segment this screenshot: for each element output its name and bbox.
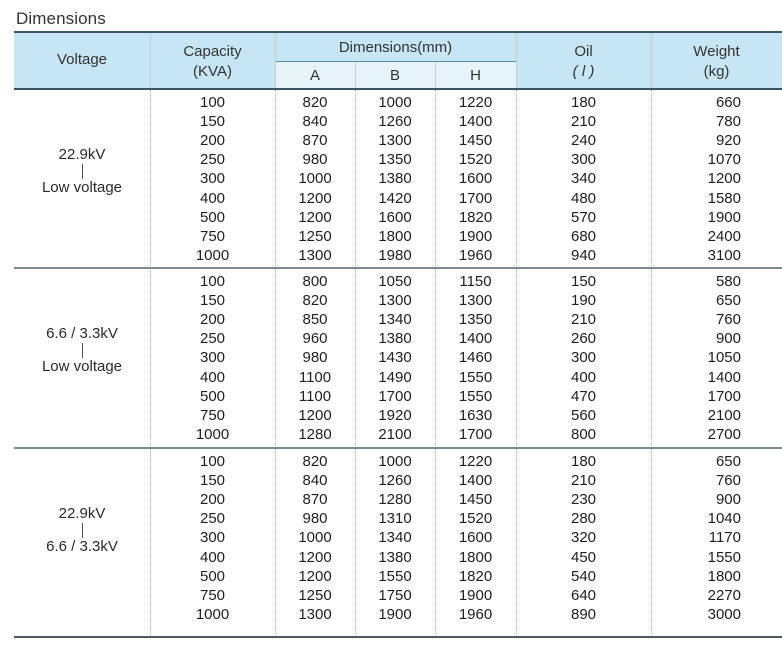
dimension-h-cell: 1450 bbox=[458, 132, 493, 150]
dimension-h-cell: 1300 bbox=[458, 292, 493, 310]
weight-cell: 2700 bbox=[707, 425, 741, 443]
dimension-h-cell: 1520 bbox=[458, 151, 493, 169]
capacity-cell: 200 bbox=[199, 132, 226, 150]
header-dimensions: Dimensions(mm) bbox=[338, 39, 453, 56]
oil-cell: 320 bbox=[570, 529, 597, 547]
header-dimension-b: B bbox=[389, 67, 400, 84]
weight-cell: 650 bbox=[715, 292, 741, 310]
dimension-a-cell: 1100 bbox=[298, 368, 332, 386]
dimension-h-cell: 1600 bbox=[458, 170, 493, 188]
dimension-a-cell: 1300 bbox=[298, 246, 332, 264]
capacity-cell: 750 bbox=[199, 227, 226, 245]
dimension-a-cell: 1200 bbox=[298, 189, 332, 207]
oil-cell: 150 bbox=[570, 273, 597, 290]
dimension-b-cell: 1000 bbox=[378, 453, 412, 470]
capacity-cell: 100 bbox=[199, 273, 226, 290]
dimension-a-cell: 1280 bbox=[298, 425, 332, 443]
dimension-h-cell: 1520 bbox=[458, 510, 493, 528]
dimension-a-cell: 870 bbox=[302, 132, 328, 150]
capacity-cell: 400 bbox=[199, 368, 226, 386]
weight-cell: 2400 bbox=[707, 227, 741, 245]
oil-cell: 210 bbox=[570, 472, 597, 490]
weight-cell: 2100 bbox=[707, 406, 741, 424]
capacity-cell: 100 bbox=[199, 94, 226, 111]
dimensions-subheader-rule bbox=[275, 61, 516, 62]
voltage-primary: 22.9kV bbox=[58, 505, 106, 522]
capacity-cell: 100 bbox=[199, 453, 226, 470]
dimension-h-cell: 1700 bbox=[458, 425, 493, 443]
dimension-a-cell: 1200 bbox=[298, 548, 332, 566]
capacity-cell: 150 bbox=[199, 472, 226, 490]
voltage-secondary: Low voltage bbox=[41, 179, 123, 196]
capacity-cell: 500 bbox=[199, 567, 226, 585]
oil-cell: 190 bbox=[570, 292, 597, 310]
dimension-h-cell: 1820 bbox=[458, 567, 493, 585]
dimension-b-cell: 1350 bbox=[378, 151, 412, 169]
capacity-cell: 300 bbox=[199, 349, 226, 367]
dimension-a-cell: 1300 bbox=[298, 605, 332, 623]
header-weight: Weight bbox=[693, 43, 740, 60]
dimension-b-cell: 1900 bbox=[378, 605, 412, 623]
weight-cell: 1040 bbox=[707, 510, 741, 528]
dimension-b-cell: 1920 bbox=[378, 406, 412, 424]
capacity-cell: 300 bbox=[199, 170, 226, 188]
dimension-h-cell: 1350 bbox=[458, 311, 493, 329]
oil-cell: 570 bbox=[570, 208, 597, 226]
dimension-a-cell: 870 bbox=[302, 491, 328, 509]
weight-cell: 1580 bbox=[707, 189, 741, 207]
voltage-primary: 22.9kV bbox=[58, 146, 106, 163]
dimension-h-cell: 1220 bbox=[458, 453, 493, 470]
dimension-b-cell: 1300 bbox=[378, 292, 412, 310]
voltage-label bbox=[14, 146, 150, 197]
oil-cell: 470 bbox=[570, 387, 597, 405]
weight-cell: 1800 bbox=[707, 567, 741, 585]
capacity-cell: 750 bbox=[199, 406, 226, 424]
header-bottom-rule bbox=[14, 88, 782, 90]
dimension-h-cell: 1400 bbox=[458, 472, 493, 490]
capacity-cell: 750 bbox=[199, 586, 226, 604]
weight-cell: 2270 bbox=[707, 586, 741, 604]
weight-cell: 1700 bbox=[707, 387, 741, 405]
dimension-b-cell: 1260 bbox=[378, 113, 412, 131]
dimension-a-cell: 840 bbox=[302, 113, 328, 131]
oil-cell: 300 bbox=[570, 349, 597, 367]
dimension-h-cell: 1700 bbox=[458, 189, 493, 207]
voltage-secondary: Low voltage bbox=[41, 358, 123, 375]
oil-cell: 640 bbox=[570, 586, 597, 604]
capacity-cell: 1000 bbox=[195, 246, 230, 264]
weight-cell: 1900 bbox=[707, 208, 741, 226]
oil-cell: 480 bbox=[570, 189, 597, 207]
capacity-cell: 1000 bbox=[195, 425, 230, 443]
voltage-connector bbox=[82, 343, 83, 358]
dimension-b-cell: 1380 bbox=[378, 548, 412, 566]
dimension-b-cell: 1310 bbox=[378, 510, 412, 528]
dimension-a-cell: 980 bbox=[302, 510, 328, 528]
page-title: Dimensions bbox=[16, 9, 106, 28]
weight-cell: 900 bbox=[715, 330, 741, 348]
capacity-cell: 400 bbox=[199, 189, 226, 207]
weight-cell: 920 bbox=[715, 132, 741, 150]
oil-cell: 400 bbox=[570, 368, 597, 386]
voltage-label bbox=[14, 325, 150, 376]
dimension-h-cell: 1960 bbox=[458, 605, 493, 623]
weight-cell: 760 bbox=[715, 311, 741, 329]
oil-cell: 680 bbox=[570, 227, 597, 245]
weight-cell: 580 bbox=[715, 273, 741, 290]
dimension-a-cell: 820 bbox=[302, 94, 328, 111]
dimension-b-cell: 1280 bbox=[378, 491, 412, 509]
weight-cell: 650 bbox=[715, 453, 741, 470]
dimension-b-cell: 1340 bbox=[378, 529, 412, 547]
header-top-rule bbox=[14, 31, 782, 33]
dimension-a-cell: 800 bbox=[302, 273, 328, 290]
dimension-b-cell: 1980 bbox=[378, 246, 412, 264]
oil-cell: 540 bbox=[570, 567, 597, 585]
dimension-a-cell: 1000 bbox=[298, 529, 332, 547]
dimension-b-cell: 1000 bbox=[378, 94, 412, 111]
dimension-b-cell: 1380 bbox=[378, 330, 412, 348]
voltage-primary: 6.6 / 3.3kV bbox=[46, 325, 118, 342]
oil-cell: 940 bbox=[570, 246, 597, 264]
dimension-h-cell: 1450 bbox=[458, 491, 493, 509]
weight-cell: 1070 bbox=[707, 151, 741, 169]
voltage-label bbox=[14, 505, 150, 556]
dimension-h-cell: 1630 bbox=[458, 406, 493, 424]
oil-cell: 560 bbox=[570, 406, 597, 424]
group-separator bbox=[14, 447, 782, 449]
voltage-connector bbox=[82, 523, 83, 538]
weight-cell: 1200 bbox=[707, 170, 741, 188]
dimension-b-cell: 1340 bbox=[378, 311, 412, 329]
weight-cell: 780 bbox=[715, 113, 741, 131]
dimension-a-cell: 980 bbox=[302, 151, 328, 169]
weight-cell: 760 bbox=[715, 472, 741, 490]
oil-cell: 210 bbox=[570, 113, 597, 131]
oil-cell: 230 bbox=[570, 491, 597, 509]
dimension-b-cell: 1490 bbox=[378, 368, 412, 386]
header-capacity: Capacity bbox=[183, 43, 242, 60]
header-dimension-a: A bbox=[309, 67, 320, 84]
dimension-a-cell: 1200 bbox=[298, 406, 332, 424]
header-voltage: Voltage bbox=[56, 51, 108, 68]
oil-cell: 280 bbox=[570, 510, 597, 528]
dimension-b-cell: 1260 bbox=[378, 472, 412, 490]
header-oil: Oil bbox=[574, 43, 593, 60]
capacity-cell: 300 bbox=[199, 529, 226, 547]
oil-cell: 450 bbox=[570, 548, 597, 566]
header-dimension-h: H bbox=[470, 67, 481, 84]
capacity-cell: 150 bbox=[199, 113, 226, 131]
dimension-b-cell: 2100 bbox=[378, 425, 412, 443]
weight-cell: 1050 bbox=[707, 349, 741, 367]
dimension-h-cell: 1820 bbox=[458, 208, 493, 226]
dimension-a-cell: 1000 bbox=[298, 170, 332, 188]
dimension-h-cell: 1400 bbox=[458, 330, 493, 348]
weight-cell: 1400 bbox=[707, 368, 741, 386]
dimension-a-cell: 1250 bbox=[298, 227, 332, 245]
weight-cell: 1550 bbox=[707, 548, 741, 566]
dimension-b-cell: 1600 bbox=[378, 208, 412, 226]
weight-cell: 3000 bbox=[707, 605, 741, 623]
weight-cell: 3100 bbox=[707, 246, 741, 264]
voltage-connector bbox=[82, 164, 83, 179]
header-capacity-unit: (KVA) bbox=[193, 63, 232, 80]
capacity-cell: 400 bbox=[199, 548, 226, 566]
dimension-a-cell: 980 bbox=[302, 349, 328, 367]
dimension-a-cell: 960 bbox=[302, 330, 328, 348]
oil-cell: 300 bbox=[570, 151, 597, 169]
table-bottom-rule bbox=[14, 636, 782, 638]
oil-cell: 210 bbox=[570, 311, 597, 329]
dimension-h-cell: 1460 bbox=[458, 349, 493, 367]
oil-cell: 340 bbox=[570, 170, 597, 188]
oil-cell: 260 bbox=[570, 330, 597, 348]
dimension-h-cell: 1550 bbox=[458, 368, 493, 386]
weight-cell: 900 bbox=[715, 491, 741, 509]
header-weight-unit: (kg) bbox=[703, 63, 730, 80]
capacity-cell: 250 bbox=[199, 510, 226, 528]
capacity-cell: 150 bbox=[199, 292, 226, 310]
dimension-h-cell: 1960 bbox=[458, 246, 493, 264]
oil-cell: 180 bbox=[570, 453, 597, 470]
dimension-b-cell: 1300 bbox=[378, 132, 412, 150]
capacity-cell: 1000 bbox=[195, 605, 230, 623]
dimension-h-cell: 1400 bbox=[458, 113, 493, 131]
dimension-a-cell: 1250 bbox=[298, 586, 332, 604]
dimension-a-cell: 850 bbox=[302, 311, 328, 329]
dimension-b-cell: 1550 bbox=[378, 567, 412, 585]
dimension-h-cell: 1550 bbox=[458, 387, 493, 405]
dimension-b-cell: 1050 bbox=[378, 273, 412, 290]
dimension-a-cell: 1200 bbox=[298, 567, 332, 585]
group-separator bbox=[14, 267, 782, 269]
dimension-b-cell: 1420 bbox=[378, 189, 412, 207]
header-oil-unit: ( l ) bbox=[572, 63, 595, 80]
capacity-cell: 250 bbox=[199, 151, 226, 169]
dimension-h-cell: 1150 bbox=[459, 273, 492, 290]
dimension-a-cell: 820 bbox=[302, 453, 328, 470]
capacity-cell: 200 bbox=[199, 311, 226, 329]
oil-cell: 800 bbox=[570, 425, 597, 443]
weight-cell: 1170 bbox=[708, 529, 741, 547]
capacity-cell: 500 bbox=[199, 208, 226, 226]
dimension-b-cell: 1380 bbox=[378, 170, 412, 188]
dimension-a-cell: 820 bbox=[302, 292, 328, 310]
dimension-h-cell: 1900 bbox=[458, 227, 493, 245]
dimension-h-cell: 1220 bbox=[458, 94, 493, 111]
dimension-h-cell: 1900 bbox=[458, 586, 493, 604]
voltage-secondary: 6.6 / 3.3kV bbox=[46, 538, 118, 555]
dimension-b-cell: 1700 bbox=[378, 387, 412, 405]
weight-cell: 660 bbox=[715, 94, 741, 111]
dimension-a-cell: 1200 bbox=[298, 208, 332, 226]
dimension-a-cell: 1100 bbox=[298, 387, 332, 405]
capacity-cell: 500 bbox=[199, 387, 226, 405]
capacity-cell: 200 bbox=[199, 491, 226, 509]
dimension-b-cell: 1430 bbox=[378, 349, 412, 367]
oil-cell: 240 bbox=[570, 132, 597, 150]
dimension-b-cell: 1750 bbox=[378, 586, 412, 604]
dimension-a-cell: 840 bbox=[302, 472, 328, 490]
oil-cell: 180 bbox=[570, 94, 597, 111]
dimension-h-cell: 1800 bbox=[458, 548, 493, 566]
dimension-b-cell: 1800 bbox=[378, 227, 412, 245]
dimension-h-cell: 1600 bbox=[458, 529, 493, 547]
oil-cell: 890 bbox=[570, 605, 597, 623]
capacity-cell: 250 bbox=[199, 330, 226, 348]
